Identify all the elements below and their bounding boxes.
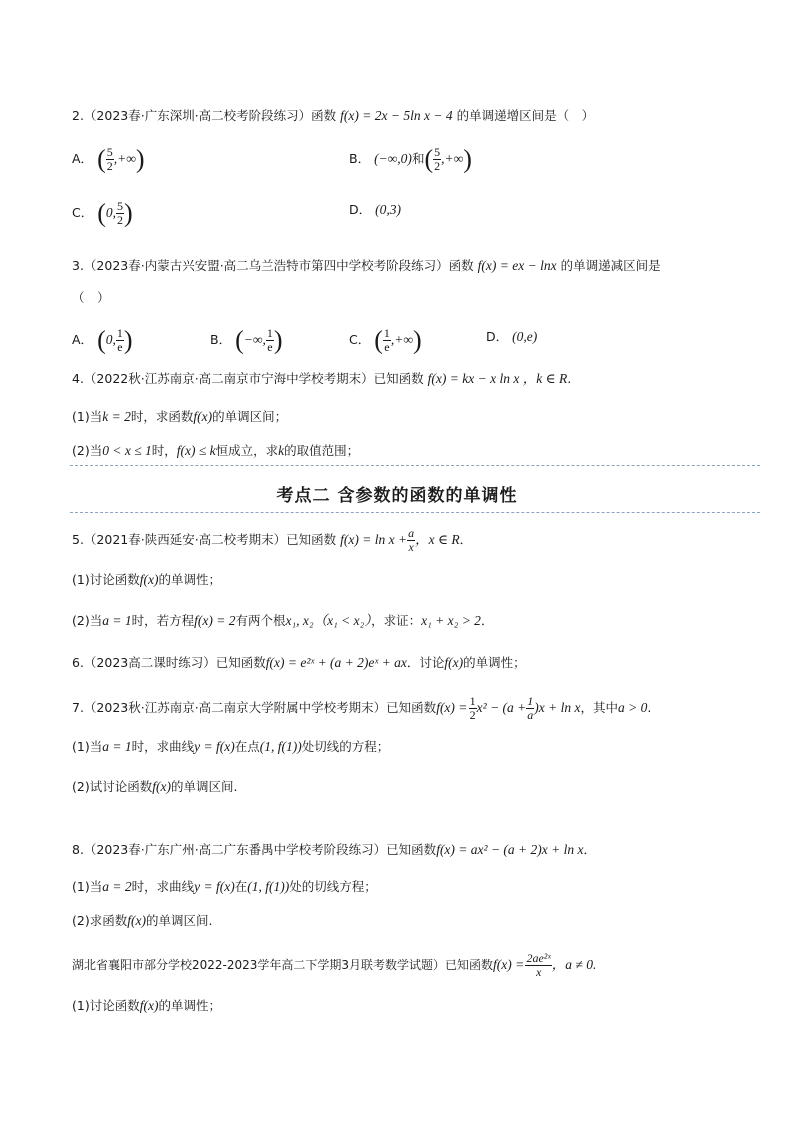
q7-stem-line bbox=[72, 695, 651, 722]
q6-stem: 6.（2023高二课时练习）已知函数 bbox=[72, 655, 266, 670]
q2-option-c[interactable]: C． (0, $\frac{5}{2}$ ) bbox=[72, 198, 133, 228]
q7-fraction-inv-a: $\frac{1}{a}$ bbox=[527, 694, 534, 722]
q4-part2-k: k bbox=[278, 443, 285, 458]
q5-part2-mid3: ，求证： bbox=[371, 613, 422, 628]
q4-part1-pre: (1)当 bbox=[72, 409, 103, 424]
q2-option-d-value: (0,3) bbox=[375, 202, 402, 217]
q5-stem: 5.（2021春·陕西延安·高二校考期末）已知函数 bbox=[72, 532, 337, 547]
q9-part1-end: 的单调性； bbox=[158, 998, 221, 1013]
q7-part2-pre: (2)试讨论函数 bbox=[72, 779, 153, 794]
q7-part1-curve: y = f(x) bbox=[194, 739, 235, 754]
q7-function-pre: f(x) = bbox=[436, 700, 468, 715]
q3-blank: （ ） bbox=[72, 290, 110, 305]
q9-function-pre: f(x) = bbox=[493, 957, 525, 972]
q7-part2 bbox=[72, 777, 237, 797]
q2-option-a-rest: ,+∞ bbox=[113, 151, 136, 166]
q3-option-a-fraction: $\frac{1}{e}$ bbox=[116, 326, 123, 354]
q7-stem: 7.（2023秋·江苏南京·高二南京大学附属中学校考期末）已知函数 bbox=[72, 700, 437, 715]
q4-part2-pre: (2)当 bbox=[72, 443, 103, 458]
q7-part2-f: f(x) bbox=[152, 779, 171, 794]
q7-part1 bbox=[72, 737, 389, 757]
q3-function: f(x) = ex − lnx bbox=[477, 258, 557, 273]
q2-option-a[interactable]: A． ( $\frac{5}{2}$ ,+∞) bbox=[72, 144, 145, 174]
q5-stem-line bbox=[72, 527, 472, 554]
q8-part1-mid: 时，求曲线 bbox=[131, 879, 195, 894]
q8-stem-line bbox=[72, 840, 596, 860]
q8-part1 bbox=[72, 877, 377, 897]
q8-part1-point: (1, f(1)) bbox=[247, 879, 290, 894]
q2-option-d[interactable] bbox=[349, 200, 401, 220]
q4-part1-condition: k = 2 bbox=[102, 409, 131, 424]
q9-stem: 湖北省襄阳市部分学校2022-2023学年高二下学期3月联考数学试题）已知函数 bbox=[72, 958, 494, 972]
q7-part1-pre: (1)当 bbox=[72, 739, 103, 754]
q3-option-c-label: C． bbox=[349, 332, 371, 347]
q7-part1-point: (1, f(1)) bbox=[259, 739, 302, 754]
q7-part1-end: 处切线的方程； bbox=[301, 739, 390, 754]
section-title: 考点二 含参数的函数的单调性 bbox=[276, 486, 518, 506]
q7-condition: a > 0 bbox=[618, 700, 648, 715]
q7-part1-mid2: 在点 bbox=[234, 739, 260, 754]
q5-part2-pre: (2)当 bbox=[72, 613, 103, 628]
q6-function: f(x) = e²ˣ + (a + 2)eˣ + ax bbox=[265, 655, 407, 670]
q7-part1-condition: a = 1 bbox=[102, 739, 132, 754]
q7-end: . bbox=[647, 700, 652, 715]
q8-end: ． bbox=[583, 842, 597, 857]
q6-end: 的单调性； bbox=[463, 655, 526, 670]
q3-stem-line bbox=[72, 256, 661, 276]
q5-part2-end: ． bbox=[480, 613, 494, 628]
q4-stem-line bbox=[72, 369, 571, 389]
q8-part2-pre: (2)求函数 bbox=[72, 913, 128, 928]
q8-stem: 8.（2023春·广东广州·高二广东番禺中学校考阶段练习）已知函数 bbox=[72, 842, 437, 857]
q5-part1-end: 的单调性； bbox=[158, 572, 221, 587]
q3-option-b-label: B． bbox=[210, 332, 232, 347]
q2-option-b-part1: (−∞,0) bbox=[374, 151, 412, 166]
q3-stem: 3.（2023春·内蒙古兴安盟·高二乌兰浩特市第四中学校考阶段练习）函数 bbox=[72, 258, 474, 273]
q3-option-c-fraction: $\frac{1}{e}$ bbox=[383, 326, 390, 354]
q4-part1-end: 的单调区间； bbox=[212, 409, 288, 424]
q3-option-d-value: (0,e) bbox=[512, 329, 538, 344]
q5-part2-equation: f(x) = 2 bbox=[194, 613, 236, 628]
q5-function-pre: f(x) = ln x + bbox=[340, 532, 408, 547]
q2-option-b-he: 和 bbox=[411, 151, 425, 166]
q9-function-fraction: $\frac{\text{2ae²ˣ}}{x}$ bbox=[526, 951, 551, 979]
q9-stem-line bbox=[72, 952, 596, 979]
q2-option-c-pre: 0, bbox=[105, 205, 117, 220]
q3-option-b[interactable]: B． (−∞, $\frac{1}{e}$ ) bbox=[210, 325, 283, 355]
q4-part1-mid: 时，求函数 bbox=[130, 409, 194, 424]
q3-option-a[interactable]: A． (0, $\frac{1}{e}$ ) bbox=[72, 325, 133, 355]
q7-tail: ，其中 bbox=[580, 700, 619, 715]
q2-option-b-fraction: $\frac{5}{2}$ bbox=[434, 145, 441, 173]
section-divider-bottom bbox=[70, 512, 760, 513]
q7-part2-end: 的单调区间. bbox=[170, 779, 238, 794]
section-divider-top bbox=[70, 465, 760, 466]
q4-part2 bbox=[72, 441, 359, 461]
q3-option-c-rest: ,+∞ bbox=[390, 332, 414, 347]
q4-part2-mid2: 恒成立，求 bbox=[215, 443, 279, 458]
q2-option-a-fraction: $\frac{5}{2}$ bbox=[106, 145, 113, 173]
q3-option-d-label: D． bbox=[486, 329, 509, 344]
q4-end: . bbox=[567, 371, 572, 386]
q4-part2-condition: 0 < x ≤ 1 bbox=[102, 443, 152, 458]
q4-function: f(x) = kx − x ln x ，k ∈ R bbox=[427, 371, 568, 386]
q5-part2-condition2: （x₁ < x₂） bbox=[313, 613, 372, 628]
q2-tail: 的单调递增区间是（ ） bbox=[456, 108, 595, 123]
q5-part1-pre: (1)讨论函数 bbox=[72, 572, 140, 587]
q8-part2-f: f(x) bbox=[127, 913, 146, 928]
q8-part1-curve: y = f(x) bbox=[194, 879, 235, 894]
q3-option-a-pre: 0, bbox=[105, 332, 116, 347]
q4-stem: 4.（2022秋·江苏南京·高二南京市宁海中学校考期末）已知函数 bbox=[72, 371, 424, 386]
q5-function-fraction: $\frac{a}{x}$ bbox=[408, 526, 415, 554]
q9-part1-pre: (1)讨论函数 bbox=[72, 998, 140, 1013]
q5-part2-condition: a = 1 bbox=[102, 613, 132, 628]
q4-part1 bbox=[72, 407, 287, 427]
q2-option-b-label: B． bbox=[349, 151, 371, 166]
q7-fraction-half: $\frac{1}{2}$ bbox=[469, 694, 476, 722]
q2-function: f(x) = 2x − 5ln x − 4 bbox=[340, 108, 453, 123]
q5-part2-mid2: 有两个根 bbox=[235, 613, 286, 628]
q7-function-mid: x² − (a + bbox=[476, 700, 527, 715]
q3-option-a-label: A． bbox=[72, 332, 94, 347]
q2-option-c-fraction: $\frac{5}{2}$ bbox=[117, 199, 124, 227]
q8-part2 bbox=[72, 911, 212, 931]
q5-end: ． bbox=[459, 532, 473, 547]
q3-option-b-pre: −∞, bbox=[243, 332, 266, 347]
q8-part1-end: 处的切线方程； bbox=[289, 879, 377, 894]
q3-option-d[interactable] bbox=[486, 327, 537, 347]
q5-function-post: ，x ∈ R bbox=[415, 532, 460, 547]
q8-part1-pre: (1)当 bbox=[72, 879, 103, 894]
q8-function: f(x) = ax² − (a + 2)x + ln x bbox=[436, 842, 584, 857]
q9-part1 bbox=[72, 996, 221, 1016]
q6-f: f(x) bbox=[444, 655, 464, 670]
q2-stem-line bbox=[72, 106, 594, 126]
q9-part1-f: f(x) bbox=[139, 998, 159, 1013]
q6-mid: ．讨论 bbox=[406, 655, 445, 670]
q6-line bbox=[72, 653, 526, 673]
q5-part2-goal: x₁ + x₂ > 2 bbox=[421, 613, 481, 628]
q8-part1-mid2: 在 bbox=[234, 879, 248, 894]
q5-part2-mid: 时，若方程 bbox=[131, 613, 195, 628]
q8-part1-condition: a = 2 bbox=[102, 879, 132, 894]
q5-part1 bbox=[72, 570, 221, 590]
q9-tail: ，a ≠ 0. bbox=[551, 957, 597, 972]
q5-part1-f: f(x) bbox=[139, 572, 159, 587]
q4-part2-end: 的取值范围； bbox=[284, 443, 360, 458]
q8-part2-end: 的单调区间. bbox=[145, 913, 213, 928]
q7-part1-mid: 时，求曲线 bbox=[131, 739, 195, 754]
q2-option-d-label: D． bbox=[349, 202, 372, 217]
q4-part2-inequality: f(x) ≤ k bbox=[176, 443, 216, 458]
q5-part2-roots: x₁, x₂ bbox=[285, 613, 314, 628]
q3-option-b-fraction: $\frac{1}{e}$ bbox=[266, 326, 273, 354]
q2-option-a-label: A． bbox=[72, 151, 94, 166]
q3-tail: 的单调递减区间是 bbox=[560, 258, 661, 273]
q5-part2 bbox=[72, 611, 493, 631]
q4-part1-f: f(x) bbox=[193, 409, 213, 424]
q3-option-c[interactable]: C． ( $\frac{1}{e}$ ,+∞) bbox=[349, 325, 422, 355]
q2-option-b-rest: ,+∞ bbox=[441, 151, 464, 166]
q7-function-post: )x + ln x bbox=[534, 700, 581, 715]
q2-stem: 2.（2023春·广东深圳·高二校考阶段练习）函数 bbox=[72, 108, 337, 123]
q2-option-b[interactable]: B． (−∞,0)和( $\frac{5}{2}$ ,+∞) bbox=[349, 144, 472, 174]
q2-option-c-label: C． bbox=[72, 205, 94, 220]
q4-part2-mid: 时， bbox=[151, 443, 177, 458]
